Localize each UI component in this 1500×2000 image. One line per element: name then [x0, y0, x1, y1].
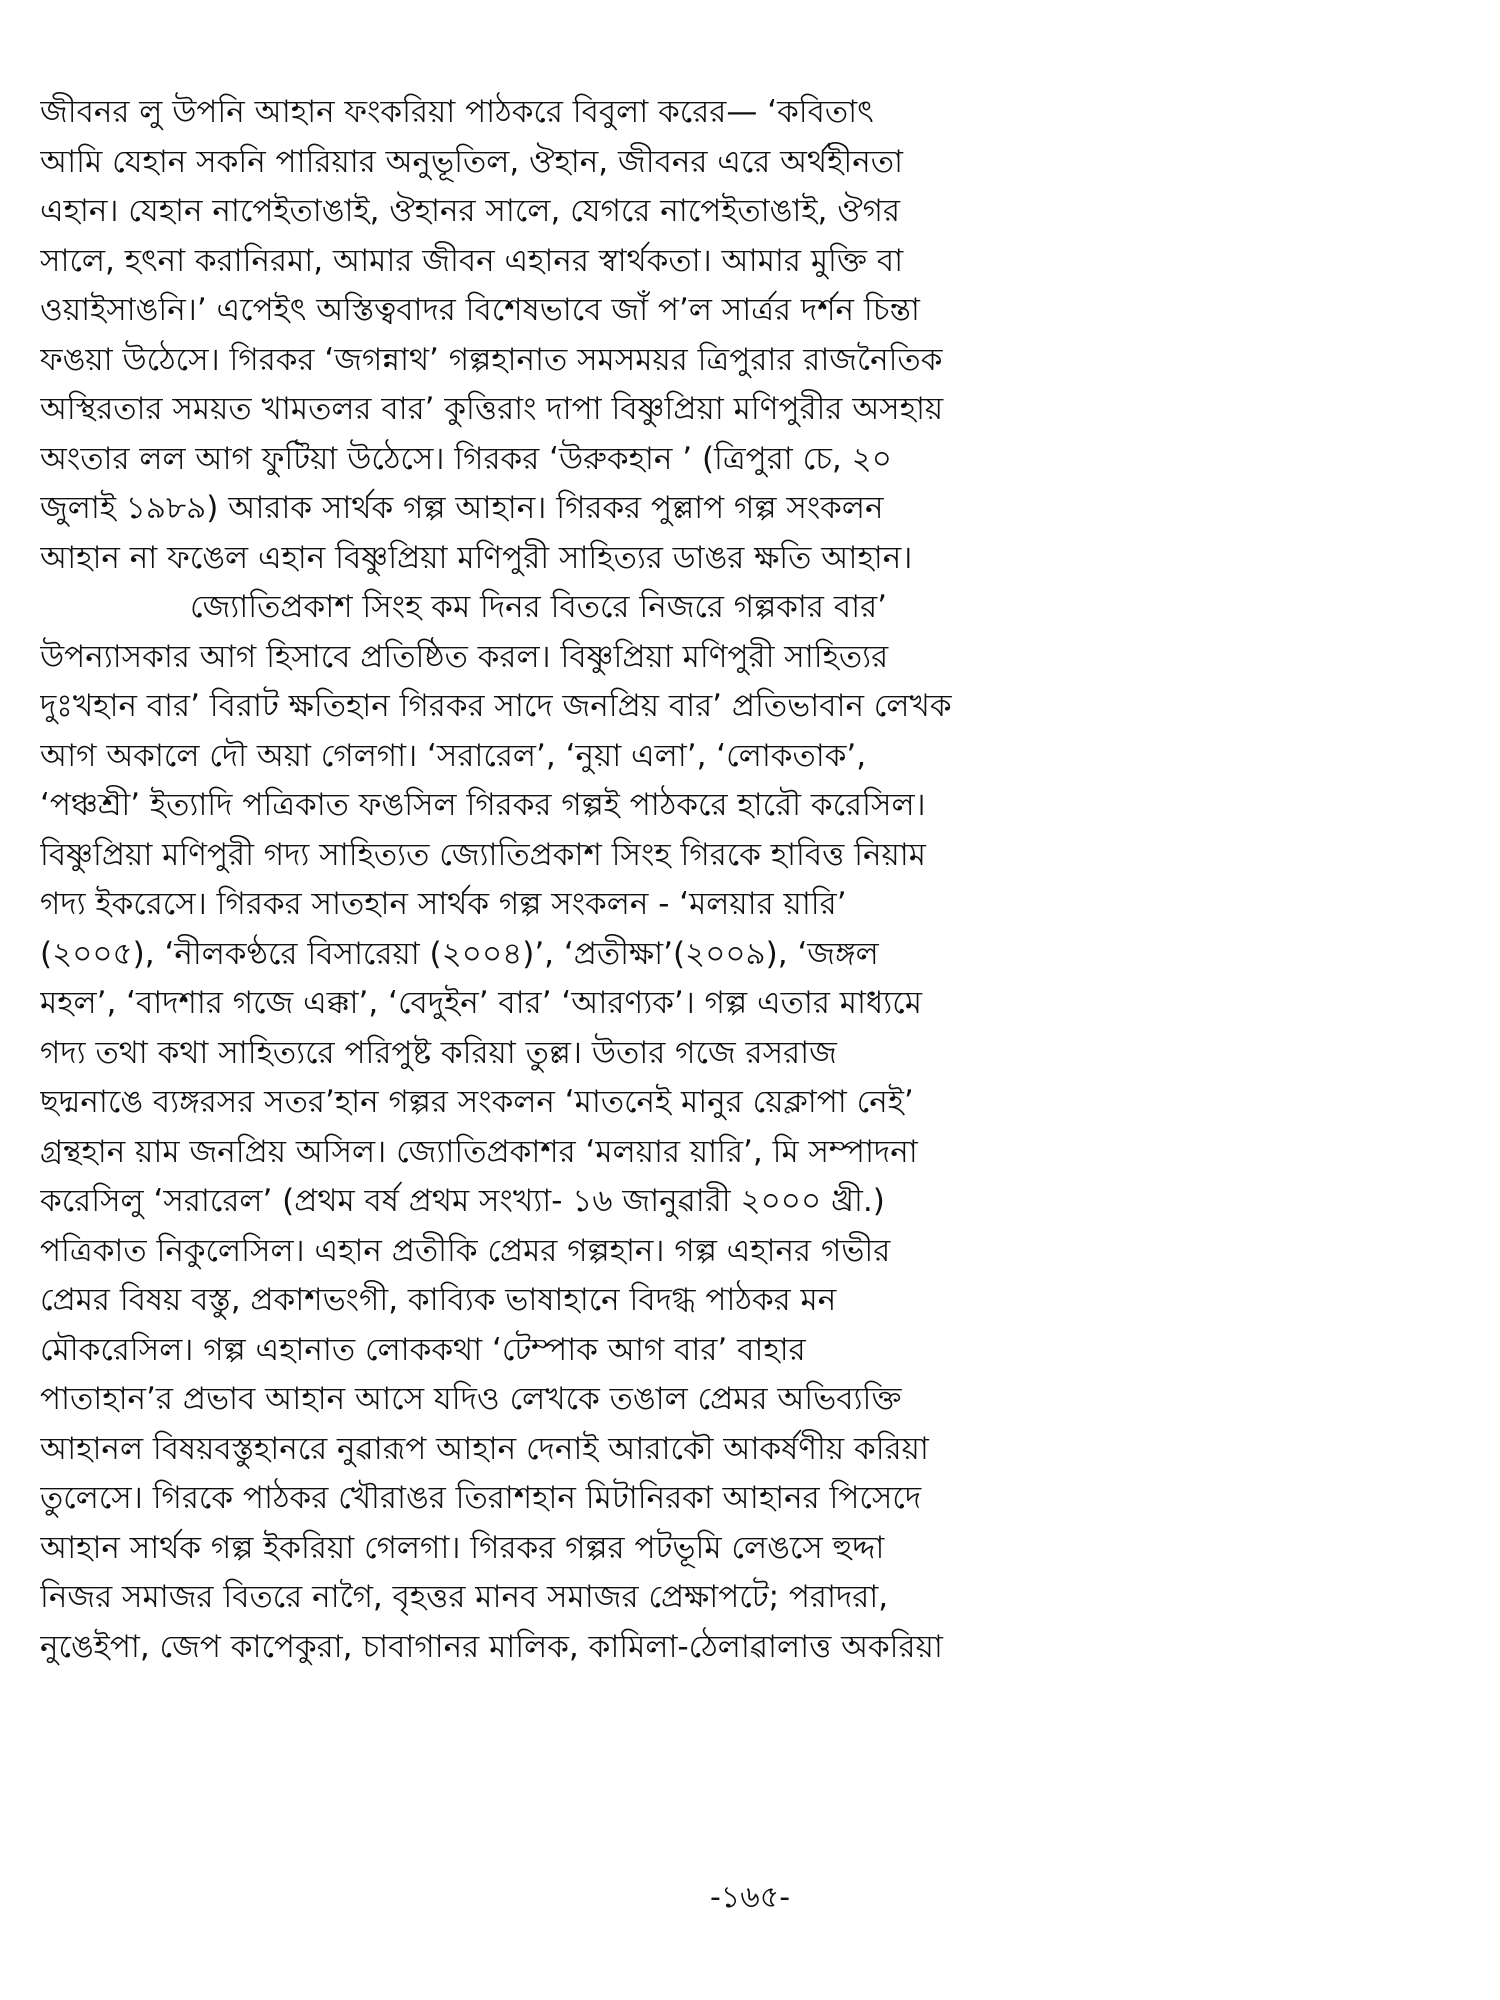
text-line: ওয়াইসাঙনি।’ এপেইৎ অস্তিত্ববাদর বিশেষভাবে জাঁ প’ল সার্ত্রর দর্শন চিন্তা	[40, 292, 920, 328]
text-line: আহান সার্থক গল্প ইকরিয়া গেলগা। গিরকর গল্পর পটভূমি লেঙসে হুদ্দা	[40, 1529, 885, 1566]
text-line: দুঃখহান বার’ বিরাট ক্ষতিহান গিরকর সাদে জনপ্রিয় বার’ প্রতিভাবান লেখক	[40, 688, 952, 724]
text-line: আহান না ফঙেল এহান বিষ্ণুপ্রিয়া মণিপুরী সাহিত্যর ডাঙর ক্ষতি আহান।	[40, 539, 913, 576]
text-line: নিজর সমাজর বিতরে নাগৈ, বৃহত্তর মানব সমাজর প্রেক্ষাপটে; পরাদরা,	[40, 1579, 889, 1615]
text-line: উপন্যাসকার আগ হিসাবে প্রতিষ্ঠিত করল। বিষ্ণুপ্রিয়া মণিপুরী সাহিত্যর	[40, 638, 889, 675]
text-line: ফঙয়া উঠেসে। গিরকর ‘জগন্নাথ’ গল্পহানাত সমসময়র ত্রিপুরার রাজনৈতিক	[40, 341, 943, 378]
text-line: আহানল বিষয়বস্তুহানরে নুৱারূপ আহান দেনাই আরাকৌ আকর্ষণীয় করিয়া	[40, 1430, 929, 1467]
text-line: আগ অকালে দৌ অয়া গেলগা। ‘সরারেল’, ‘নুয়া এলা’, ‘লোকতাক’,	[40, 737, 867, 774]
text-line: বিষ্ণুপ্রিয়া মণিপুরী গদ্য সাহিত্যত জ্যোতিপ্রকাশ সিংহ গিরকে হাবিত্ত নিয়াম	[40, 836, 927, 873]
text-line: এহান। যেহান নাপেইতাঙাই, ঔহানর সালে, যেগরে নাপেইতাঙাই, ঔগর	[40, 193, 900, 229]
text-line: সালে, হৎনা করানিরমা, আমার জীবন এহানর স্বার্থকতা। আমার মুক্তি বা	[40, 242, 904, 279]
text-line: জীবনর লু উপনি আহান ফংকরিয়া পাঠকরে বিবুলা করের— ‘কবিতাৎ	[40, 94, 874, 130]
text-line: মৌকরেসিল। গল্প এহানাত লোককথা ‘টেম্পাক আগ বার’ বাহার	[40, 1331, 806, 1368]
text-line: গদ্য তথা কথা সাহিত্যরে পরিপুষ্ট করিয়া তুল্ল। উতার গজে রসরাজ	[40, 1034, 837, 1071]
text-line: গ্রন্থহান য়াম জনপ্রিয় অসিল। জ্যোতিপ্রকাশর ‘মলয়ার য়ারি’, মি সম্পাদনা	[40, 1133, 918, 1170]
text-line: পত্রিকাত নিকুলেসিল। এহান প্রতীকি প্রেমর গল্পহান। গল্প এহানর গভীর	[40, 1232, 891, 1269]
text-line: মহল’, ‘বাদশার গজে এক্কা’, ‘বেদুইন’ বার’ ‘আরণ্যক’। গল্প এতার মাধ্যমে	[40, 985, 922, 1021]
text-line: আমি যেহান সকনি পারিয়ার অনুভূতিল, ঔহান, জীবনর এরে অর্থহীনতা	[40, 143, 904, 180]
page-number: -১৬৫-	[709, 1880, 791, 1915]
text-line: পাতাহান’র প্রভাব আহান আসে যদিও লেখকে তঙাল প্রেমর অভিব্যক্তি	[40, 1381, 902, 1417]
text-line: তুলেসে। গিরকে পাঠকর খৌরাঙর তিরাশহান মিটানিরকা আহানর পিসেদে	[40, 1480, 922, 1516]
text-line: ‘পঞ্চশ্রী’ ইত্যাদি পত্রিকাত ফঙসিল গিরকর গল্পই পাঠকরে হারৌ করেসিল।	[40, 787, 926, 823]
text-line: (২০০৫), ‘নীলকণ্ঠরে বিসারেয়া (২০০৪)’, ‘প্রতীক্ষা’(২০০৯), ‘জঙ্গল	[40, 935, 879, 972]
text-line: নুঙেইপা, জেপ কাপেকুরা, চাবাগানর মালিক, কামিলা-ঠেলাৱালাত্ত অকরিয়া	[40, 1628, 943, 1665]
text-line: প্রেমর বিষয় বস্তু, প্রকাশভংগী, কাব্যিক ভাষাহানে বিদগ্ধ পাঠকর মন	[40, 1282, 837, 1318]
body-text	[40, 88, 1460, 1672]
text-line: গদ্য ইকরেসে। গিরকর সাতহান সার্থক গল্প সংকলন - ‘মলয়ার য়ারি’	[40, 886, 847, 922]
text-line: জুলাই ১৯৮৯) আরাক সার্থক গল্প আহান। গিরকর পুল্লাপ গল্প সংকলন	[40, 490, 884, 526]
text-line: ছদ্মনাঙে ব্যঙ্গরসর সতর’হান গল্পর সংকলন ‘মাতনেই মানুর য়েক্লাপা নেই’	[40, 1084, 914, 1120]
text-line: করেসিলু ‘সরারেল’ (প্রথম বর্ষ প্রথম সংখ্যা- ১৬ জানুৱারী ২০০০ খ্রী.)	[40, 1183, 885, 1219]
paragraph-start-line: জ্যোতিপ্রকাশ সিংহ কম দিনর বিতরে নিজরে গল্পকার বার’	[190, 589, 887, 625]
text-line: অস্থিরতার সময়ত খামতলর বার’ কুত্তিরাং দাপা বিষ্ণুপ্রিয়া মণিপুরীর অসহায়	[40, 391, 944, 427]
text-line: অংতার লল আগ ফুটিয়া উঠেসে। গিরকর ‘উরুকহান ’ (ত্রিপুরা চে, ২০	[40, 440, 892, 477]
